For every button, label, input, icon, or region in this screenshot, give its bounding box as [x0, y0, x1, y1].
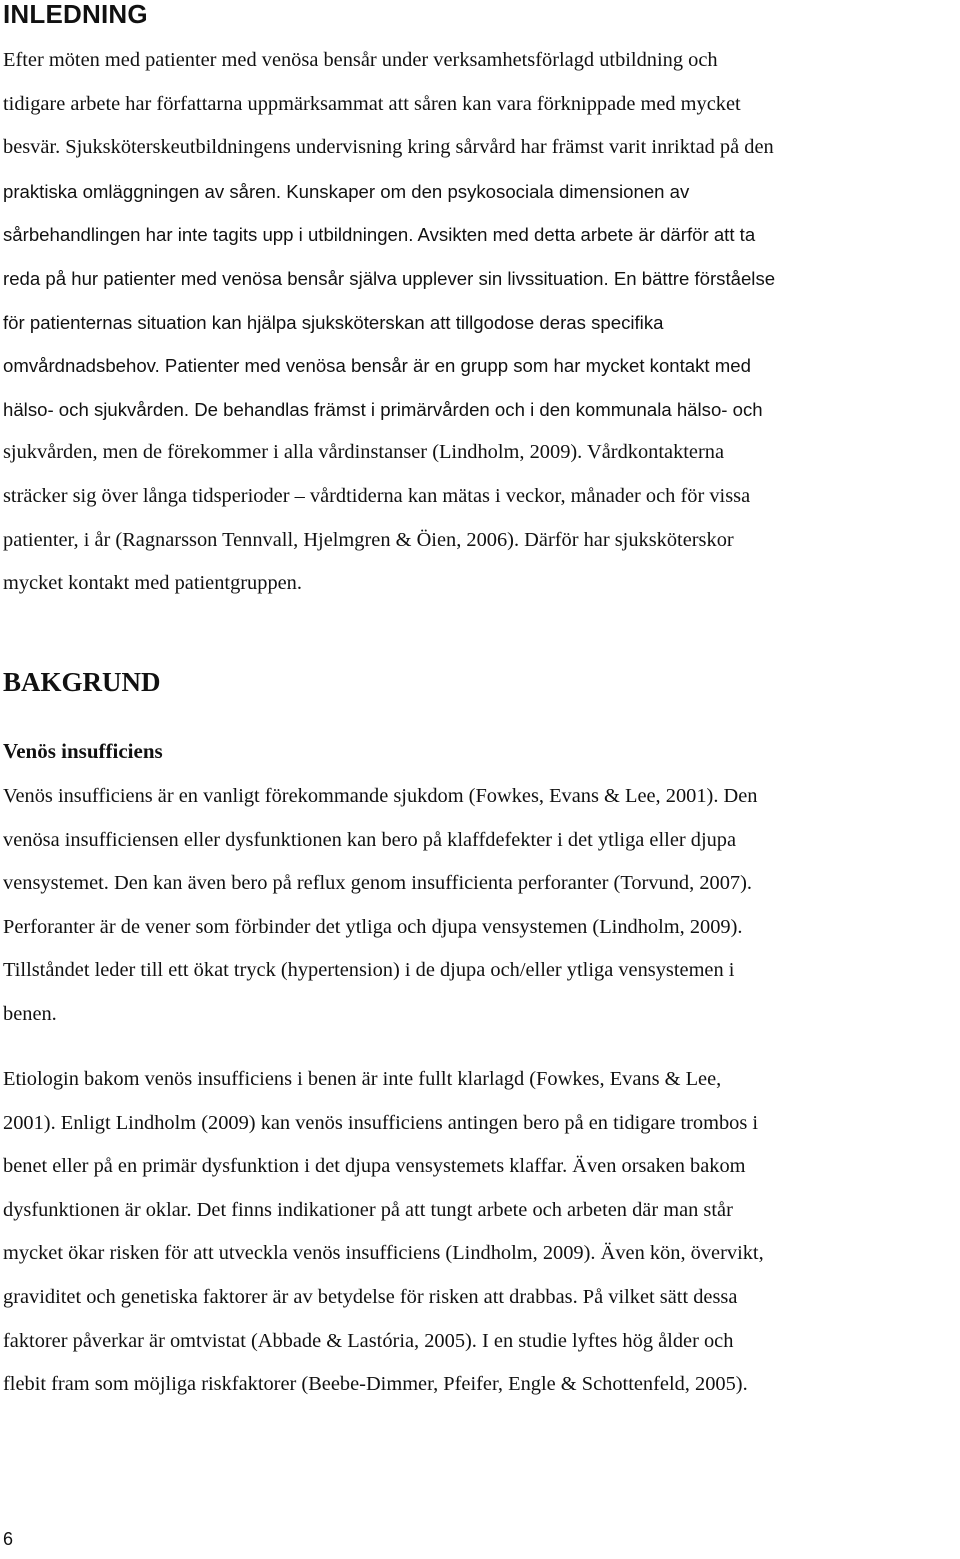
background-line: 2001). Enligt Lindholm (2009) kan venös insufficiens antingen bero på en tidigare trombos i — [3, 1111, 759, 1134]
background-paragraph-1 — [3, 775, 958, 1037]
intro-line: sårbehandlingen har inte tagits upp i utbildningen. Avsikten med detta arbete är därför att ta — [3, 224, 756, 246]
venous-insufficiency-subheading: Venös insufficiens — [3, 739, 163, 763]
background-line: mycket ökar risken för att utveckla venös insufficiens (Lindholm, 2009). Även kön, övervikt, — [3, 1242, 764, 1265]
intro-line: reda på hur patienter med venösa bensår själva upplever sin livssituation. En bättre förståelse — [3, 267, 776, 289]
background-line: venösa insufficiensen eller dysfunktionen kan bero på klaffdefekter i det ytliga eller djupa — [3, 828, 737, 851]
background-line: flebit fram som möjliga riskfaktorer (Beebe-Dimmer, Pfeifer, Engle & Schottenfeld, 2005). — [3, 1373, 748, 1396]
background-line: Venös insufficiens är en vanligt förekommande sjukdom (Fowkes, Evans & Lee, 2001). Den — [3, 785, 758, 807]
intro-line: omvårdnadsbehov. Patienter med venösa bensår är en grupp som har mycket kontakt med — [3, 355, 751, 377]
intro-line: patienter, i år (Ragnarsson Tennvall, Hjelmgren & Öien, 2006). Därför har sjuksköterskor — [3, 528, 734, 551]
intro-paragraph — [3, 39, 958, 606]
intro-line: Efter möten med patienter med venösa bensår under verksamhetsförlagd utbildning och — [3, 49, 718, 71]
intro-line: mycket kontakt med patientgruppen. — [3, 572, 302, 595]
background-line: benen. — [3, 1002, 57, 1025]
background-line: graviditet och genetiska faktorer är av betydelse för risken att drabbas. På vilket sätt dessa — [3, 1285, 738, 1308]
intro-line: praktiska omläggningen av såren. Kunskaper om den psykosociala dimensionen av — [3, 180, 690, 202]
background-line: dysfunktionen är oklar. Det finns indikationer på att tungt arbete och arbeten där man står — [3, 1198, 733, 1221]
intro-line: sjukvården, men de förekommer i alla vårdinstanser (Lindholm, 2009). Vårdkontakterna — [3, 441, 725, 464]
intro-line: tidigare arbete har författarna uppmärksammat att såren kan vara förknippade med mycket — [3, 92, 741, 115]
intro-line: för patienternas situation kan hjälpa sjuksköterskan att tillgodose deras specifika — [3, 311, 664, 333]
background-line: Tillståndet leder till ett ökat tryck (hypertension) i de djupa och/eller ytliga vensystemen i — [3, 959, 735, 982]
background-heading: BAKGRUND — [3, 667, 161, 697]
background-paragraph-2 — [3, 1058, 958, 1407]
page-number: 6 — [3, 1529, 14, 1549]
background-line: Etiologin bakom venös insufficiens i benen är inte fullt klarlagd (Fowkes, Evans & Lee, — [3, 1068, 722, 1090]
intro-heading: INLEDNING — [3, 0, 148, 29]
intro-line: sträcker sig över långa tidsperioder – vårdtiderna kan mätas i veckor, månader och för vissa — [3, 484, 751, 507]
background-line: benet eller på en primär dysfunktion i det djupa vensystemets klaffar. Även orsaken bakom — [3, 1155, 746, 1178]
background-line: faktorer påverkar är omtvistat (Abbade & Lastória, 2005). I en studie lyftes hög ålder och — [3, 1329, 734, 1352]
background-line: vensystemet. Den kan även bero på reflux genom insufficienta perforanter (Torvund, 2007). — [3, 872, 752, 895]
background-line: Perforanter är de vener som förbinder det ytliga och djupa vensystemen (Lindholm, 2009). — [3, 915, 743, 938]
intro-line: hälso- och sjukvården. De behandlas främst i primärvården och i den kommunala hälso- och — [3, 398, 763, 420]
intro-line: besvär. Sjuksköterskeutbildningens undervisning kring sårvård har främst varit inriktad på den — [3, 136, 774, 159]
